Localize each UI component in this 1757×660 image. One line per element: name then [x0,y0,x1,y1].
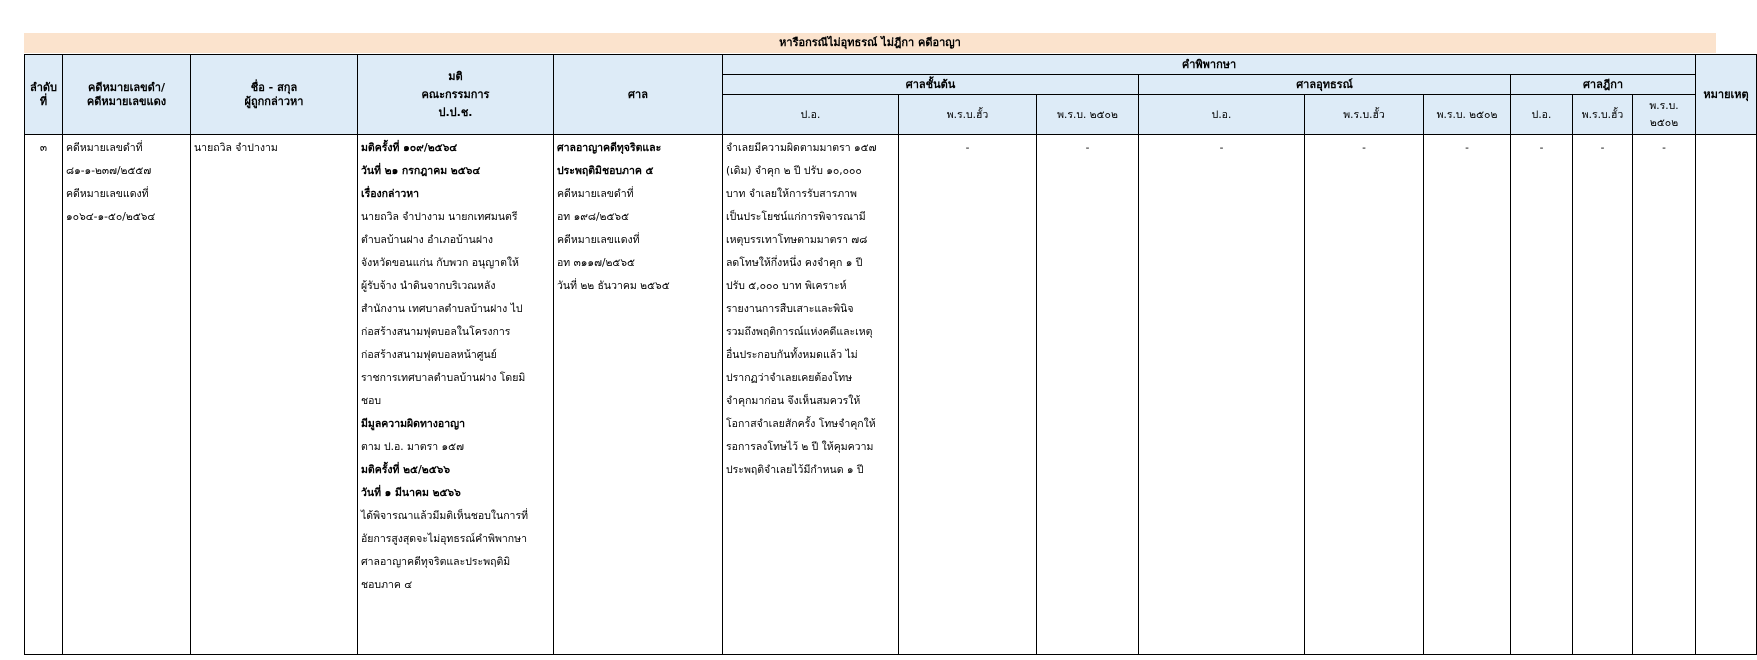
header-case-numbers: คดีหมายเลขดำ/ คดีหมายเลขแดง [63,55,191,135]
court-line: คดีหมายเลขดำที่ [557,188,634,200]
resolution-line: ตาม ป.อ. มาตรา ๑๕๗ [361,441,464,453]
resolution-line: มีมูลความผิดทางอาญา [361,418,465,430]
cell-remark [1696,135,1757,655]
cell-first-prb-2502: - [1037,135,1139,655]
resolution-line: จังหวัดขอนแก่น กับพวก อนุญาตให้ [361,257,519,269]
cell-resolution [358,135,554,655]
header-court: ศาล [554,55,723,135]
court-line: คดีหมายเลขแดงที่ [557,234,640,246]
judgment-line: จำคุกมาก่อน จึงเห็นสมควรให้ [726,395,861,407]
header-first-prb-current: พ.ร.บ.ฮั้ว [899,95,1037,135]
resolution-line: มติครั้งที่ ๒๕/๒๕๖๖ [361,464,451,476]
court-line: อท ๓๑๑๗/๒๕๖๕ [557,257,635,269]
header-court-appeal: ศาลอุทธรณ์ [1139,75,1511,95]
resolution-line: ก่อสร้างสนามฟุตบอลหน้าศูนย์ [361,349,497,361]
cell-supreme-prb-2502: - [1633,135,1696,655]
resolution-line: วันที่ ๒๑ กรกฎาคม ๒๕๖๔ [361,165,481,177]
resolution-line: ตำบลบ้านฝาง อำเภอบ้านฝาง [361,234,493,246]
resolution-line: ชอบ [361,395,382,407]
judgment-line: โอกาสจำเลยสักครั้ง โทษจำคุกให้ [726,418,876,430]
cell-case-numbers: คดีหมายเลขดำที่ ๘๑-๑-๒๓๗/๒๕๕๗ คดีหมายเลขแดงที่ ๑๐๖๔-๑-๕๐/๒๕๖๔ [63,135,191,655]
judgment-line: รายงานการสืบเสาะและพินิจ [726,303,854,315]
resolution-line: ชอบภาค ๔ [361,579,413,591]
header-court-first: ศาลชั้นต้น [723,75,1139,95]
judgment-line: ลดโทษให้กึ่งหนึ่ง คงจำคุก ๑ ปี [726,257,863,269]
header-court-supreme: ศาลฎีกา [1511,75,1696,95]
judgment-line: ปรากฏว่าจำเลยเคยต้องโทษ [726,372,853,384]
resolution-line: ศาลอาญาคดีทุจริตและประพฤติมิ [361,556,511,568]
resolution-line: ราชการเทศบาลตำบลบ้านฝาง โดยมิ [361,372,526,384]
cell-supreme-prb-current: - [1573,135,1633,655]
cell-first-po [723,135,899,655]
judgment-line: รวมถึงพฤติการณ์แห่งคดีและเหตุ [726,326,873,338]
judgment-line: (เดิม) จำคุก ๒ ปี ปรับ ๑๐,๐๐๐ [726,165,862,177]
resolution-line: ก่อสร้างสนามฟุตบอลในโครงการ [361,326,511,338]
judgment-line: บาท จำเลยให้การรับสารภาพ [726,188,857,200]
court-line: ประพฤติมิชอบภาค ๕ [557,165,654,177]
cell-appeal-prb-2502: - [1424,135,1511,655]
resolution-line: ผู้รับจ้าง นำดินจากบริเวณหลัง [361,280,496,292]
case-table [24,54,1757,655]
judgment-line: อื่นประกอบกันทั้งหมดแล้ว ไม่ [726,349,858,361]
resolution-line: มติครั้งที่ ๑๐๙/๒๕๖๔ [361,142,458,154]
cell-court [554,135,723,655]
court-text [557,137,719,298]
header-name: ชื่อ - สกุล ผู้ถูกกล่าวหา [191,55,358,135]
resolution-line: สำนักงาน เทศบาลตำบลบ้านฝาง ไป [361,303,523,315]
cell-supreme-po: - [1511,135,1573,655]
judgment-line: เป็นประโยชน์แก่การพิจารณามี [726,211,866,223]
cell-appeal-po: - [1139,135,1305,655]
header-first-po: ป.อ. [723,95,899,135]
cell-no: ๓ [25,135,63,655]
cell-appeal-prb-current: - [1305,135,1424,655]
header-no: ลำดับ ที่ [25,55,63,135]
header-remark: หมายเหตุ [1696,55,1757,135]
judgment-line: ปรับ ๕,๐๐๐ บาท พิเคราะห์ [726,280,847,292]
resolution-line: ได้พิจารณาแล้วมีมติเห็นชอบในการที่ [361,510,529,522]
header-judgment: คำพิพากษา [723,55,1696,75]
judgment-line: ประพฤติจำเลยไว้มีกำหนด ๑ ปี [726,464,864,476]
header-first-prb-2502: พ.ร.บ. ๒๕๐๒ [1037,95,1139,135]
judgment-line: รอการลงโทษไว้ ๒ ปี ให้คุมความ [726,441,874,453]
court-line: อท ๑๙๘/๒๕๖๕ [557,211,630,223]
header-resolution: มติ คณะกรรมการ ป.ป.ช. [358,55,554,135]
cell-name: นายถวิล จำปางาม [191,135,358,655]
resolution-line: เรื่องกล่าวหา [361,188,420,200]
header-supreme-po: ป.อ. [1511,95,1573,135]
table-row [25,135,1757,655]
header-appeal-prb-2502: พ.ร.บ. ๒๕๐๒ [1424,95,1511,135]
court-line: วันที่ ๒๒ ธันวาคม ๒๕๖๕ [557,280,670,292]
resolution-line: นายถวิล จำปางาม นายกเทศมนตรี [361,211,518,223]
cell-first-prb-current: - [899,135,1037,655]
document-title: หารือกรณีไม่อุทธรณ์ ไม่ฎีกา คดีอาญา [24,33,1716,53]
header-supreme-prb-2502: พ.ร.บ. ๒๕๐๒ [1633,95,1696,135]
judgment-line: จำเลยมีความผิดตามมาตรา ๑๕๗ [726,142,877,154]
header-appeal-prb-current: พ.ร.บ.ฮั้ว [1305,95,1424,135]
header-appeal-po: ป.อ. [1139,95,1305,135]
judgment-line: เหตุบรรเทาโทษตามมาตรา ๗๘ [726,234,868,246]
resolution-line: อัยการสูงสุดจะไม่อุทธรณ์คำพิพากษา [361,533,527,545]
court-line: ศาลอาญาคดีทุจริตและ [557,142,662,154]
resolution-text [361,137,550,597]
header-supreme-prb-current: พ.ร.บ.ฮั้ว [1573,95,1633,135]
resolution-line: วันที่ ๑ มีนาคม ๒๕๖๖ [361,487,461,499]
judgment-text [726,137,895,482]
